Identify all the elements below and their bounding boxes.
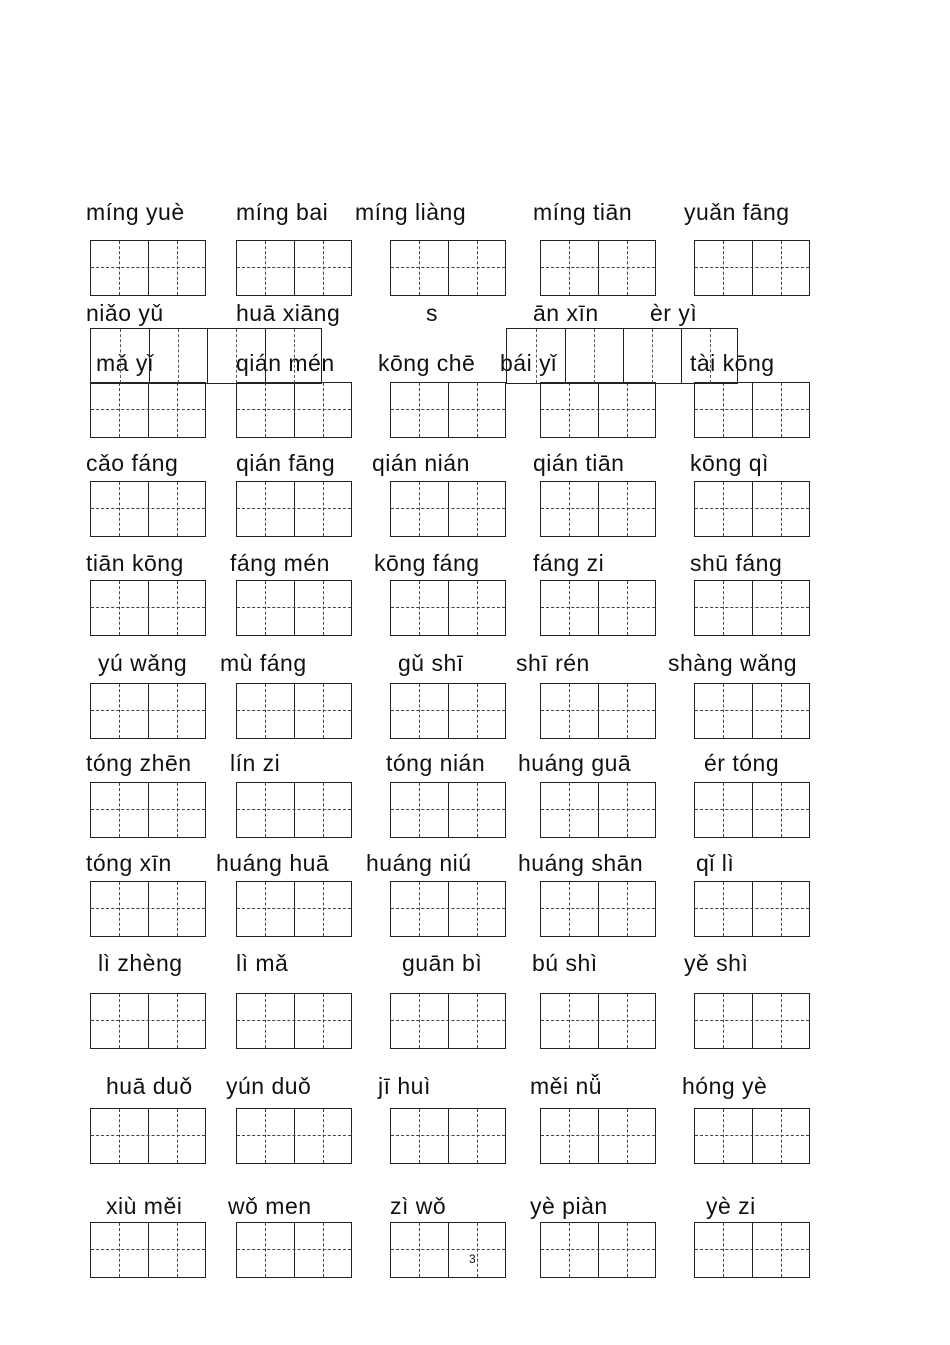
pinyin-word: mù fáng <box>220 650 307 676</box>
pinyin-word: qián nián <box>372 450 470 476</box>
character-writing-box <box>390 881 506 937</box>
pinyin-word: huā duǒ <box>106 1073 193 1099</box>
character-writing-box <box>390 782 506 838</box>
pinyin-word: huā xiāng <box>236 300 341 326</box>
pinyin-word: tóng zhēn <box>86 750 192 776</box>
pinyin-word: èr yì <box>650 300 698 326</box>
pinyin-row <box>0 197 950 227</box>
character-writing-box <box>694 782 810 838</box>
character-writing-box <box>90 1108 206 1164</box>
pinyin-row <box>0 1191 950 1221</box>
character-writing-box <box>236 1222 352 1278</box>
pinyin-word: ān xīn <box>533 300 599 326</box>
pinyin-word: bái yǐ <box>500 350 557 376</box>
pinyin-word: lì mǎ <box>236 950 289 976</box>
character-writing-box <box>90 240 206 296</box>
character-writing-box <box>390 1108 506 1164</box>
character-writing-box <box>90 782 206 838</box>
character-writing-box <box>694 1222 810 1278</box>
pinyin-row <box>0 1071 950 1101</box>
pinyin-word: qǐ lì <box>696 850 735 876</box>
character-writing-box <box>694 481 810 537</box>
pinyin-word: fáng mén <box>230 550 330 576</box>
pinyin-word: cǎo fáng <box>86 450 179 476</box>
character-writing-box <box>236 782 352 838</box>
overlapping-writing-box <box>506 328 738 384</box>
character-writing-box <box>540 782 656 838</box>
pinyin-word: shū fáng <box>690 550 783 576</box>
pinyin-word: lín zi <box>230 750 281 776</box>
character-writing-box <box>236 240 352 296</box>
character-writing-box <box>236 1108 352 1164</box>
pinyin-word: bú shì <box>532 950 598 976</box>
pinyin-row <box>0 648 950 678</box>
pinyin-word: huáng guā <box>518 750 632 776</box>
pinyin-row <box>0 298 950 328</box>
character-writing-box <box>694 382 810 438</box>
pinyin-word: yú wǎng <box>98 650 188 676</box>
character-writing-box <box>390 481 506 537</box>
character-writing-box <box>694 993 810 1049</box>
pinyin-word: tiān kōng <box>86 550 184 576</box>
character-writing-box <box>90 683 206 739</box>
pinyin-row <box>0 448 950 478</box>
pinyin-word: kōng qì <box>690 450 769 476</box>
pinyin-word: s <box>426 300 438 326</box>
pinyin-word: lì zhèng <box>98 950 183 976</box>
pinyin-word: wǒ men <box>228 1193 312 1219</box>
pinyin-word: niǎo yǔ <box>86 300 164 326</box>
pinyin-word: huáng huā <box>216 850 330 876</box>
character-writing-box <box>236 683 352 739</box>
pinyin-word: míng bai <box>236 199 329 225</box>
character-writing-box <box>694 240 810 296</box>
pinyin-word: míng liàng <box>355 199 467 225</box>
pinyin-word: míng yuè <box>86 199 185 225</box>
pinyin-word: kōng chē <box>378 350 476 376</box>
character-writing-box <box>694 1108 810 1164</box>
character-writing-box <box>540 580 656 636</box>
pinyin-word: huáng niú <box>366 850 472 876</box>
character-writing-box <box>540 240 656 296</box>
character-writing-box <box>236 580 352 636</box>
character-writing-box <box>694 683 810 739</box>
character-writing-box <box>540 382 656 438</box>
character-writing-box <box>390 683 506 739</box>
character-writing-box <box>90 481 206 537</box>
pinyin-word: zì wǒ <box>390 1193 447 1219</box>
pinyin-word: guān bì <box>402 950 483 976</box>
character-writing-box <box>694 881 810 937</box>
character-writing-box <box>390 580 506 636</box>
pinyin-row <box>0 948 950 978</box>
pinyin-row <box>0 748 950 778</box>
pinyin-word: xiù měi <box>106 1193 183 1219</box>
pinyin-word: yuǎn fāng <box>684 199 790 225</box>
pinyin-row <box>0 548 950 578</box>
character-writing-box <box>90 993 206 1049</box>
pinyin-word: tóng nián <box>386 750 486 776</box>
pinyin-word: tài kōng <box>690 350 775 376</box>
character-writing-box <box>390 382 506 438</box>
character-writing-box <box>540 1222 656 1278</box>
pinyin-word: shī rén <box>516 650 590 676</box>
character-writing-box <box>90 382 206 438</box>
pinyin-word: yún duǒ <box>226 1073 312 1099</box>
character-writing-box <box>90 881 206 937</box>
pinyin-word: yè zi <box>706 1193 756 1219</box>
pinyin-word: yě shì <box>684 950 749 976</box>
pinyin-word: huáng shān <box>518 850 644 876</box>
character-writing-box <box>540 481 656 537</box>
character-writing-box <box>236 382 352 438</box>
pinyin-word: gǔ shī <box>398 650 464 676</box>
pinyin-word: míng tiān <box>533 199 633 225</box>
pinyin-word: shàng wǎng <box>668 650 798 676</box>
pinyin-word: hóng yè <box>682 1073 768 1099</box>
character-writing-box <box>540 1108 656 1164</box>
pinyin-word: qián mén <box>236 350 335 376</box>
character-writing-box <box>90 1222 206 1278</box>
character-writing-box <box>90 580 206 636</box>
pinyin-word: qián tiān <box>533 450 625 476</box>
pinyin-row <box>0 848 950 878</box>
character-writing-box <box>236 481 352 537</box>
overlapping-writing-box <box>90 328 322 384</box>
character-writing-box <box>540 881 656 937</box>
pinyin-word: mǎ yǐ <box>96 350 154 376</box>
character-writing-box <box>236 993 352 1049</box>
pinyin-word: tóng xīn <box>86 850 172 876</box>
character-writing-box <box>540 683 656 739</box>
character-writing-box <box>390 993 506 1049</box>
pinyin-word: ér tóng <box>704 750 780 776</box>
character-writing-box <box>236 881 352 937</box>
pinyin-word: fáng zi <box>533 550 605 576</box>
pinyin-word: měi nǚ <box>530 1073 603 1099</box>
character-writing-box <box>390 1222 506 1278</box>
character-writing-box <box>694 580 810 636</box>
page-number: 3 <box>469 1252 476 1266</box>
pinyin-word: qián fāng <box>236 450 336 476</box>
pinyin-word: kōng fáng <box>374 550 480 576</box>
character-writing-box <box>540 993 656 1049</box>
pinyin-word: jī huì <box>378 1073 431 1099</box>
character-writing-box <box>390 240 506 296</box>
pinyin-word: yè piàn <box>530 1193 608 1219</box>
